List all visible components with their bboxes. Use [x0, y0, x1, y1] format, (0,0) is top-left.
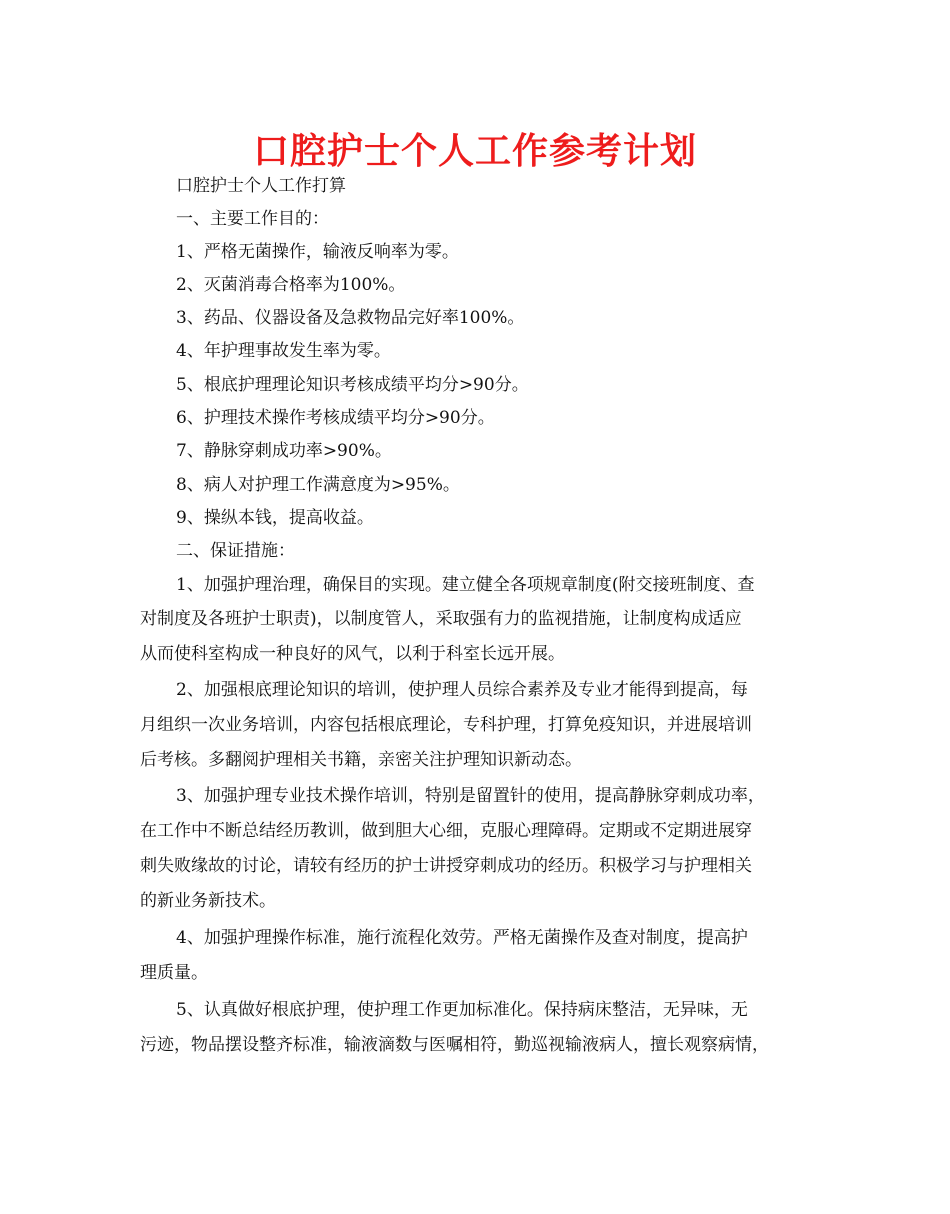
measure-2-line: 2、加强根底理论知识的培训，使护理人员综合素养及专业才能得到提高，每 [176, 680, 748, 700]
measure-2-line: 后考核。多翻阅护理相关书籍，亲密关注护理知识新动态。 [140, 750, 582, 770]
goal-item-7: 7、静脉穿刺成功率>90%。 [176, 441, 392, 461]
measure-3-line: 在工作中不断总结经历教训，做到胆大心细，克服心理障碍。定期或不定期进展穿 [140, 821, 752, 841]
goal-item-1: 1、严格无菌操作，输液反响率为零。 [176, 242, 459, 262]
goal-item-2: 2、灭菌消毒合格率为100%。 [176, 275, 406, 295]
measure-4-line: 理质量。 [140, 963, 208, 983]
measure-1-line: 1、加强护理治理，确保目的实现。建立健全各项规章制度(附交接班制度、查 [176, 575, 755, 595]
measure-1-line: 对制度及各班护士职责)，以制度管人，采取强有力的监视措施，让制度构成适应 [140, 609, 742, 629]
measure-1-line: 从而使科室构成一种良好的风气，以利于科室长远开展。 [140, 644, 565, 664]
measure-3-line: 的新业务新技术。 [140, 891, 276, 911]
measure-5-line: 5、认真做好根底护理，使护理工作更加标准化。保持病床整洁，无异味，无 [176, 1000, 748, 1020]
goal-item-3: 3、药品、仪器设备及急救物品完好率100%。 [176, 308, 525, 328]
document-title: 口腔护士个人工作参考计划 [252, 131, 697, 172]
section-heading-measures: 二、保证措施： [176, 541, 295, 561]
goal-item-9: 9、操纵本钱，提高收益。 [176, 508, 374, 528]
subtitle-line: 口腔护士个人工作打算 [176, 176, 346, 196]
goal-item-4: 4、年护理事故发生率为零。 [176, 341, 391, 361]
measure-5-line: 污迹，物品摆设整齐标准，输液滴数与医嘱相符，勤巡视输液病人，擅长观察病情， [140, 1035, 769, 1055]
goal-item-6: 6、护理技术操作考核成绩平均分>90分。 [176, 408, 495, 428]
goal-item-5: 5、根底护理理论知识考核成绩平均分>90分。 [176, 375, 529, 395]
measure-3-line: 3、加强护理专业技术操作培训，特别是留置针的使用，提高静脉穿刺成功率， [176, 786, 765, 806]
measure-4-line: 4、加强护理操作标准，施行流程化效劳。严格无菌操作及查对制度，提高护 [176, 928, 748, 948]
goal-item-8: 8、病人对护理工作满意度为>95%。 [176, 475, 460, 495]
measure-3-line: 刺失败缘故的讨论，请较有经历的护士讲授穿刺成功的经历。积极学习与护理相关 [140, 856, 752, 876]
measure-2-line: 月组织一次业务培训，内容包括根底理论，专科护理，打算免疫知识，并进展培训 [140, 715, 752, 735]
section-heading-goals: 一、主要工作目的： [176, 209, 329, 229]
